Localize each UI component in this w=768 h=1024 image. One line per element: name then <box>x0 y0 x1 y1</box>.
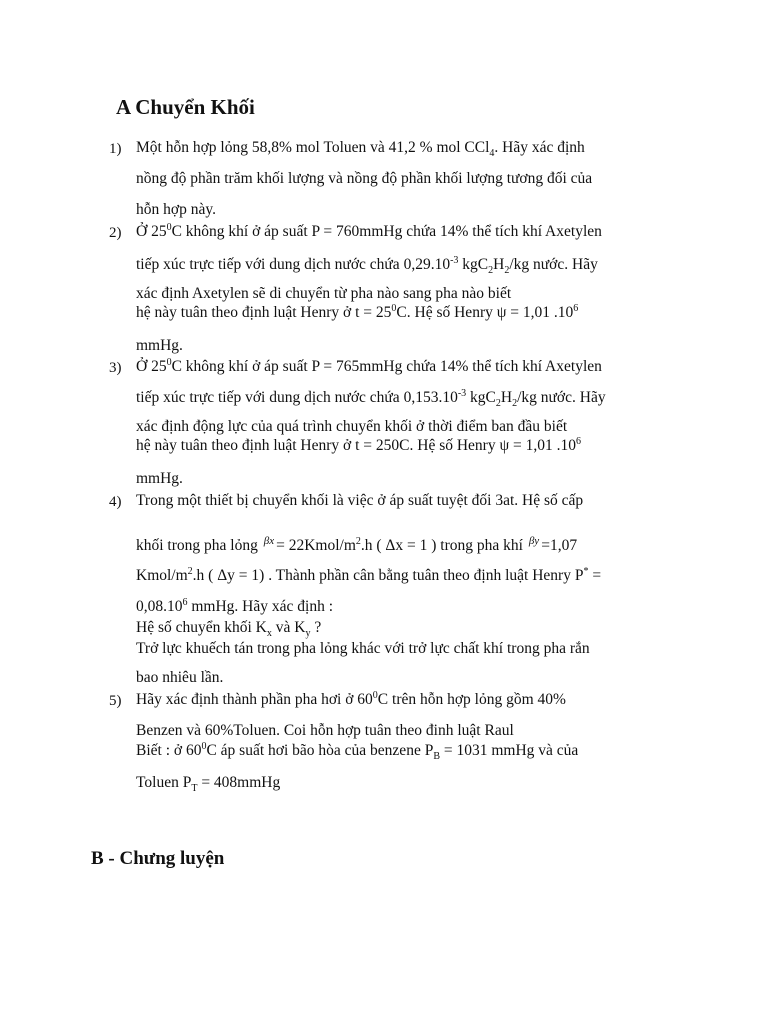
superscript: 0 <box>372 689 378 701</box>
problem-number: 1) <box>109 141 122 157</box>
text-run: C áp suất hơi bão hòa của benzene P <box>206 742 434 759</box>
text-run: . Hãy xác định <box>494 139 585 156</box>
problem-number: 4) <box>109 494 122 510</box>
problem-text-line <box>136 304 578 322</box>
problem-number: 3) <box>109 360 122 376</box>
text-run: = 1031 mmHg và của <box>440 742 579 759</box>
text-run: xác định động lực của quá trình chuyển khối ở thời điểm ban đầu biết <box>136 418 568 435</box>
subscript: 2 <box>488 265 494 277</box>
text-run: và K <box>271 619 306 636</box>
superscript: 0 <box>166 356 172 368</box>
problem-text-line <box>136 170 592 188</box>
subscript: x <box>266 628 272 640</box>
subscript: 2 <box>504 265 510 277</box>
superscript: 6 <box>573 302 579 314</box>
text-run: Một hỗn hợp lỏng 58,8% mol Toluen và 41,2 % mol CCl <box>136 139 490 156</box>
text-run: 0,08.10 <box>136 598 183 615</box>
subscript: 2 <box>495 398 501 410</box>
text-run: Ở 25 <box>136 358 167 375</box>
problem-text-line <box>136 285 511 303</box>
superscript: 2 <box>187 565 193 577</box>
text-run: kgC <box>458 256 489 273</box>
problem-text-line <box>136 470 183 488</box>
text-run: .h ( Δx = 1 ) trong pha khí <box>360 537 527 554</box>
problem-number: 2) <box>109 225 122 241</box>
text-run: Biết : ở 60 <box>136 742 202 759</box>
text-run: Hãy xác định thành phần pha hơi ở 60 <box>136 691 373 708</box>
text-run: C không khí ở áp suất P = 765mmHg chứa 14% thể tích khí Axetylen <box>171 358 602 375</box>
text-run: = <box>588 567 602 584</box>
text-run: C không khí ở áp suất P = 760mmHg chứa 14% thể tích khí Axetylen <box>171 223 602 240</box>
text-run: = 408mmHg <box>197 774 281 791</box>
text-run: .h ( Δy = 1) . Thành phần cân bằng tuân theo định luật Henry P <box>192 567 584 584</box>
text-run: C trên hỗn hợp lỏng gồm 40% <box>377 691 566 708</box>
section-a-heading: A Chuyển Khối <box>116 95 255 119</box>
subscript: B <box>433 751 440 763</box>
text-run: mmHg. <box>136 337 183 354</box>
problem-text-line <box>136 691 566 709</box>
superscript: 2 <box>355 535 361 547</box>
text-run: nồng độ phần trăm khối lượng và nồng độ phần khối lượng tương đối của <box>136 170 593 187</box>
section-b-heading: B - Chưng luyện <box>91 848 225 869</box>
problem-text-line <box>136 722 514 740</box>
text-run: mmHg. Hãy xác định : <box>187 598 334 615</box>
problem-text-line <box>136 223 602 241</box>
subscript: 2 <box>512 398 518 410</box>
superscript: 0 <box>391 302 397 314</box>
text-run: Toluen P <box>136 774 192 791</box>
superscript: -3 <box>457 387 467 399</box>
superscript: 0 <box>166 221 172 233</box>
problem-text-line <box>136 387 606 410</box>
text-run: C. Hệ số Henry ψ = 1,01 .10 <box>396 304 574 321</box>
problem-text-line <box>136 254 598 277</box>
superscript: -3 <box>450 254 459 266</box>
text-run: Trở lực khuếch tán trong pha lỏng khác với trở lực chất khí trong pha rắn <box>136 640 590 657</box>
beta-symbol: βy <box>528 535 540 547</box>
text-run: kgC <box>466 389 496 406</box>
text-run: hỗn hợp này. <box>136 201 216 218</box>
text-run: =1,07 <box>541 537 578 554</box>
text-run: khối trong pha lỏng <box>136 537 262 554</box>
superscript: * <box>583 565 589 577</box>
superscript: 0 <box>201 740 207 752</box>
superscript: 6 <box>576 435 582 447</box>
text-run: H <box>493 256 505 273</box>
problem-text-line <box>136 418 567 436</box>
text-run: Benzen và 60%Toluen. Coi hỗn hợp tuân theo đinh luật Raul <box>136 722 514 739</box>
problem-text-line <box>136 598 333 616</box>
problem-text-line <box>136 774 281 795</box>
text-run: bao nhiêu lần. <box>136 669 224 686</box>
text-run: Trong một thiết bị chuyển khối là việc ở áp suất tuyệt đối 3at. Hệ số cấp <box>136 492 584 509</box>
problem-number: 5) <box>109 693 122 709</box>
subscript: T <box>191 783 198 795</box>
text-run: tiếp xúc trực tiếp với dung dịch nước chứa 0,153.10 <box>136 389 458 406</box>
superscript: 6 <box>182 596 188 608</box>
problem-text-line <box>136 619 322 640</box>
text-run: = 22Kmol/m <box>276 537 356 554</box>
subscript: y <box>305 628 311 640</box>
text-run: hệ này tuân theo định luật Henry ở t = 250C. Hệ số Henry ψ = 1,01 .10 <box>136 437 577 454</box>
text-run: /kg nước. Hãy <box>517 389 606 406</box>
text-run: Ở 25 <box>136 223 167 240</box>
text-run: Hệ số chuyển khối K <box>136 619 267 636</box>
text-run: tiếp xúc trực tiếp với dung dịch nước chứa 0,29.10 <box>136 256 451 273</box>
text-run: ? <box>310 619 322 636</box>
problem-text-line <box>136 337 183 355</box>
text-run: hệ này tuân theo định luật Henry ở t = 25 <box>136 304 392 321</box>
problem-text-line <box>136 358 602 376</box>
text-run: Kmol/m <box>136 567 188 584</box>
problem-text-line <box>136 139 585 160</box>
problem-text-line <box>136 535 577 555</box>
problem-text-line <box>136 740 579 763</box>
problem-text-line <box>136 567 601 585</box>
problem-text-line <box>136 669 223 687</box>
text-run: xác định Axetylen sẽ di chuyển từ pha nào sang pha nào biết <box>136 285 512 302</box>
problem-text-line <box>136 640 590 658</box>
subscript: 4 <box>489 148 495 160</box>
text-run: mmHg. <box>136 470 183 487</box>
text-run: H <box>500 389 513 406</box>
text-run: /kg nước. Hãy <box>509 256 598 273</box>
beta-symbol: βx <box>263 535 275 547</box>
problem-text-line <box>136 437 581 455</box>
problem-text-line <box>136 201 216 219</box>
problem-text-line <box>136 492 583 510</box>
